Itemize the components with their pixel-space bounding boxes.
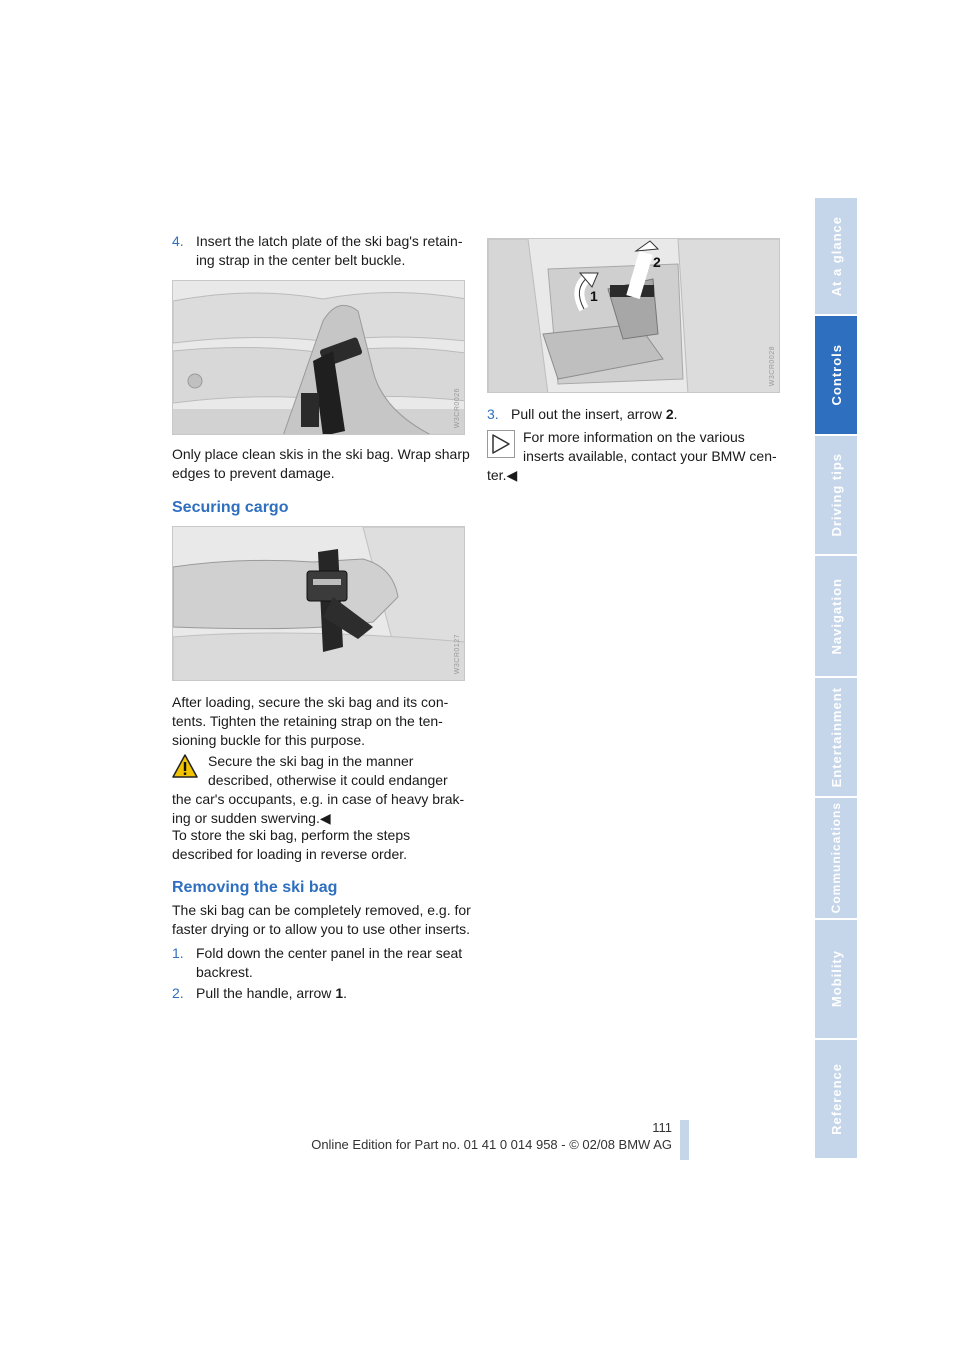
step-4 bbox=[172, 232, 472, 272]
figure-illustration bbox=[488, 239, 780, 393]
step-number: 4. bbox=[172, 233, 184, 249]
step-number: 3. bbox=[487, 406, 499, 422]
step-3 bbox=[487, 405, 787, 425]
tab-at-a-glance[interactable]: At a glance bbox=[815, 198, 857, 314]
step-text: Pull the handle, arrow 1. bbox=[196, 985, 347, 1001]
step-text: Insert the latch plate of the ski bag's retain- ing strap in the center belt buckle. bbox=[196, 233, 463, 268]
step-1 bbox=[172, 944, 472, 984]
step-text: Pull out the insert, arrow 2. bbox=[511, 406, 678, 422]
edition-line: Online Edition for Part no. 01 41 0 014 958 - © 02/08 BMW AG bbox=[311, 1137, 672, 1152]
figure-arrow-label-1: 1 bbox=[590, 288, 598, 304]
paragraph-store: To store the ski bag, perform the steps described for loading in reverse order. bbox=[172, 827, 411, 862]
heading-removing-ski-bag: Removing the ski bag bbox=[172, 879, 338, 896]
warning-text: Secure the ski bag in the manner described, otherwise it could endanger the car's occupants, e.g. in case of heavy brak- ing or sudden swerving.◀ bbox=[172, 753, 465, 826]
tab-driving-tips[interactable]: Driving tips bbox=[815, 436, 857, 554]
figure-arrow-label-2: 2 bbox=[653, 254, 661, 270]
note-text: For more information on the various inserts available, contact your BMW cen- ter.◀ bbox=[487, 429, 777, 483]
paragraph-remove: The ski bag can be completely removed, e.g. for faster drying or to allow you to use other inserts. bbox=[172, 902, 471, 937]
figure-code: W3CR0026 bbox=[454, 387, 461, 428]
tab-mobility[interactable]: Mobility bbox=[815, 920, 857, 1038]
step-text: Fold down the center panel in the rear seat backrest. bbox=[196, 945, 463, 980]
figure-ski-bag-strap-buckle bbox=[172, 280, 465, 435]
figure-code: W3CR0127 bbox=[454, 633, 461, 674]
tab-navigation[interactable]: Navigation bbox=[815, 556, 857, 676]
figure-pull-handle-insert bbox=[487, 238, 780, 393]
tab-controls[interactable]: Controls bbox=[815, 316, 857, 434]
step-2 bbox=[172, 984, 472, 1004]
step-number: 2. bbox=[172, 985, 184, 1001]
tab-communications[interactable]: Communications bbox=[815, 798, 857, 918]
paragraph-clean-skis: Only place clean skis in the ski bag. Wrap sharp edges to prevent damage. bbox=[172, 446, 470, 481]
figure-illustration bbox=[173, 281, 465, 435]
figure-code: W3CR0028 bbox=[769, 345, 776, 386]
page-number: 111 bbox=[652, 1120, 672, 1135]
heading-securing-cargo: Securing cargo bbox=[172, 499, 289, 516]
step-number: 1. bbox=[172, 945, 184, 961]
figure-tensioning-buckle bbox=[172, 526, 465, 681]
tab-reference[interactable]: Reference bbox=[815, 1040, 857, 1158]
figure-illustration bbox=[173, 527, 465, 681]
tab-entertainment[interactable]: Entertainment bbox=[815, 678, 857, 796]
paragraph-after-loading: After loading, secure the ski bag and its con- tents. Tighten the retaining strap on the ten- sioning buckle for this purpose. bbox=[172, 694, 449, 748]
footer-accent-bar bbox=[680, 1120, 689, 1160]
